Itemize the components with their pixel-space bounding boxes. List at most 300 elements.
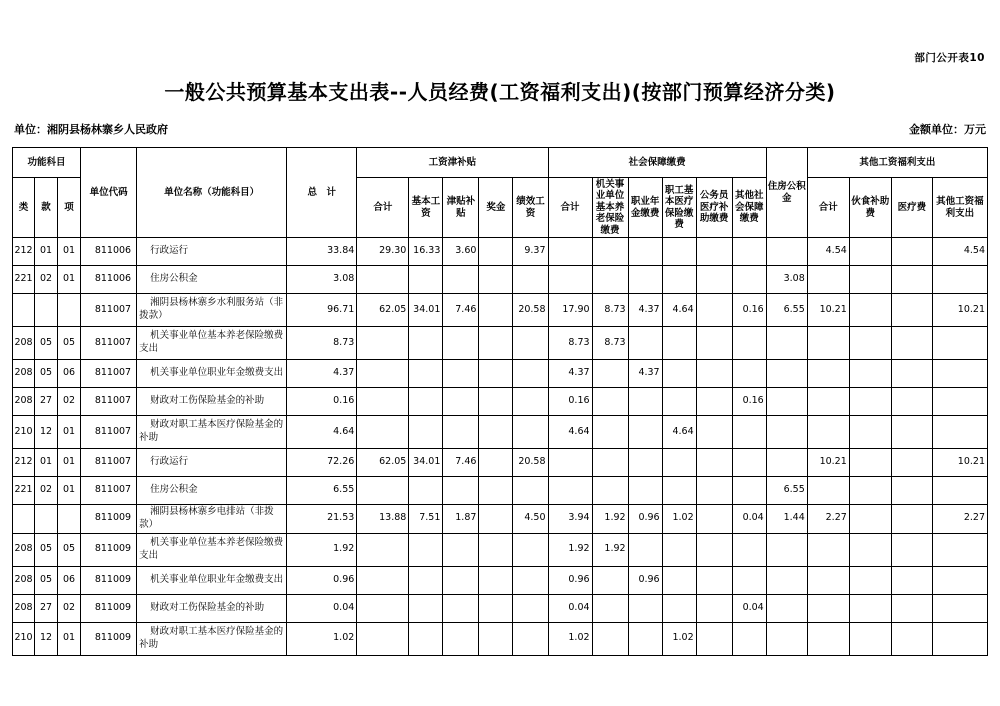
table-row bbox=[13, 505, 988, 534]
unit-code-cell: 811007 bbox=[81, 388, 137, 416]
value-cell: 27 bbox=[35, 388, 58, 416]
col-header-other-group: 其他工资福利支出 bbox=[807, 148, 987, 178]
value-cell bbox=[696, 505, 732, 534]
col-header-civil-medical-aid: 公务员医疗补助缴费 bbox=[696, 178, 732, 238]
value-cell: 0.16 bbox=[287, 388, 357, 416]
value-cell bbox=[548, 477, 592, 505]
value-cell bbox=[662, 449, 696, 477]
value-cell bbox=[479, 238, 513, 266]
value-cell bbox=[479, 388, 513, 416]
value-cell: 34.01 bbox=[409, 294, 443, 327]
value-cell bbox=[513, 533, 548, 566]
value-cell bbox=[732, 238, 766, 266]
value-cell: 20.58 bbox=[513, 294, 548, 327]
col-header-allowance: 津贴补贴 bbox=[443, 178, 479, 238]
value-cell bbox=[443, 327, 479, 360]
value-cell bbox=[807, 594, 849, 622]
value-cell bbox=[891, 533, 932, 566]
value-cell bbox=[891, 505, 932, 534]
value-cell bbox=[766, 533, 807, 566]
value-cell bbox=[932, 622, 987, 655]
col-header-social-group: 社会保障缴费 bbox=[548, 148, 766, 178]
value-cell bbox=[409, 622, 443, 655]
value-cell bbox=[479, 477, 513, 505]
page-title: 一般公共预算基本支出表--人员经费(工资福利支出)(按部门预算经济分类) bbox=[164, 80, 836, 104]
value-cell: 212 bbox=[13, 449, 35, 477]
value-cell bbox=[479, 505, 513, 534]
value-cell: 05 bbox=[35, 533, 58, 566]
value-cell bbox=[592, 477, 628, 505]
value-cell bbox=[932, 266, 987, 294]
value-cell bbox=[513, 266, 548, 294]
value-cell bbox=[13, 505, 35, 534]
value-cell bbox=[592, 360, 628, 388]
value-cell: 3.94 bbox=[548, 505, 592, 534]
value-cell bbox=[932, 388, 987, 416]
value-cell bbox=[696, 360, 732, 388]
col-header-total: 总 计 bbox=[287, 148, 357, 238]
col-header-basic-wage: 基本工资 bbox=[409, 178, 443, 238]
value-cell bbox=[409, 327, 443, 360]
value-cell bbox=[766, 416, 807, 449]
value-cell bbox=[479, 327, 513, 360]
value-cell: 210 bbox=[13, 416, 35, 449]
table-row bbox=[13, 416, 988, 449]
value-cell: 01 bbox=[58, 266, 81, 294]
value-cell bbox=[891, 622, 932, 655]
value-cell bbox=[662, 477, 696, 505]
value-cell bbox=[662, 327, 696, 360]
value-cell bbox=[592, 266, 628, 294]
value-cell bbox=[409, 533, 443, 566]
value-cell bbox=[592, 566, 628, 594]
value-cell: 221 bbox=[13, 266, 35, 294]
value-cell bbox=[696, 477, 732, 505]
value-cell bbox=[628, 327, 662, 360]
value-cell: 05 bbox=[58, 327, 81, 360]
unit-code-cell: 811007 bbox=[81, 294, 137, 327]
value-cell: 27 bbox=[35, 594, 58, 622]
value-cell bbox=[628, 388, 662, 416]
value-cell: 0.04 bbox=[732, 505, 766, 534]
value-cell: 0.04 bbox=[287, 594, 357, 622]
value-cell: 2.27 bbox=[932, 505, 987, 534]
value-cell: 05 bbox=[35, 327, 58, 360]
value-cell bbox=[732, 566, 766, 594]
value-cell bbox=[513, 566, 548, 594]
table-row bbox=[13, 622, 988, 655]
value-cell bbox=[849, 477, 891, 505]
value-cell bbox=[357, 594, 409, 622]
value-cell bbox=[891, 566, 932, 594]
value-cell: 4.37 bbox=[628, 360, 662, 388]
unit-name-cell: 住房公积金 bbox=[137, 477, 287, 505]
value-cell bbox=[479, 449, 513, 477]
value-cell: 221 bbox=[13, 477, 35, 505]
value-cell bbox=[662, 266, 696, 294]
value-cell: 01 bbox=[58, 622, 81, 655]
meta-row bbox=[14, 121, 986, 137]
value-cell bbox=[479, 533, 513, 566]
value-cell: 34.01 bbox=[409, 449, 443, 477]
table-header bbox=[13, 148, 988, 238]
value-cell: 0.96 bbox=[548, 566, 592, 594]
col-header-social-subtotal: 合计 bbox=[548, 178, 592, 238]
value-cell: 3.60 bbox=[443, 238, 479, 266]
unit-name-cell: 财政对工伤保险基金的补助 bbox=[137, 388, 287, 416]
value-cell bbox=[443, 416, 479, 449]
unit-code-cell: 811006 bbox=[81, 266, 137, 294]
value-cell bbox=[443, 566, 479, 594]
unit-name-cell: 机关事业单位基本养老保险缴费支出 bbox=[137, 327, 287, 360]
value-cell: 2.27 bbox=[807, 505, 849, 534]
table-row bbox=[13, 566, 988, 594]
value-cell bbox=[891, 449, 932, 477]
unit-name-cell: 住房公积金 bbox=[137, 266, 287, 294]
value-cell bbox=[548, 238, 592, 266]
value-cell: 7.51 bbox=[409, 505, 443, 534]
col-header-medical-fee: 医疗费 bbox=[891, 178, 932, 238]
col-header-func-subject: 功能科目 bbox=[13, 148, 81, 178]
value-cell: 1.92 bbox=[287, 533, 357, 566]
value-cell bbox=[807, 266, 849, 294]
value-cell bbox=[357, 622, 409, 655]
unit-name-cell: 行政运行 bbox=[137, 238, 287, 266]
value-cell: 1.02 bbox=[287, 622, 357, 655]
value-cell bbox=[409, 566, 443, 594]
value-cell bbox=[443, 360, 479, 388]
value-cell: 02 bbox=[35, 266, 58, 294]
value-cell bbox=[357, 266, 409, 294]
budget-table bbox=[12, 147, 988, 656]
value-cell: 4.64 bbox=[287, 416, 357, 449]
value-cell bbox=[696, 566, 732, 594]
value-cell bbox=[592, 622, 628, 655]
unit-code-cell: 811007 bbox=[81, 327, 137, 360]
value-cell bbox=[479, 566, 513, 594]
value-cell: 0.96 bbox=[287, 566, 357, 594]
value-cell bbox=[409, 266, 443, 294]
unit-code-cell: 811006 bbox=[81, 238, 137, 266]
value-cell bbox=[807, 566, 849, 594]
value-cell: 210 bbox=[13, 622, 35, 655]
unit-name-cell: 财政对职工基本医疗保险基金的补助 bbox=[137, 416, 287, 449]
value-cell: 21.53 bbox=[287, 505, 357, 534]
table-row bbox=[13, 294, 988, 327]
value-cell: 05 bbox=[58, 533, 81, 566]
unit-code-cell: 811007 bbox=[81, 449, 137, 477]
col-header-section: 款 bbox=[35, 178, 58, 238]
table-row bbox=[13, 266, 988, 294]
unit-name-cell: 财政对职工基本医疗保险基金的补助 bbox=[137, 622, 287, 655]
value-cell bbox=[58, 505, 81, 534]
value-cell: 96.71 bbox=[287, 294, 357, 327]
unit-code-cell: 811009 bbox=[81, 505, 137, 534]
value-cell bbox=[766, 622, 807, 655]
value-cell: 0.04 bbox=[732, 594, 766, 622]
value-cell: 9.37 bbox=[513, 238, 548, 266]
value-cell bbox=[548, 266, 592, 294]
value-cell: 4.50 bbox=[513, 505, 548, 534]
value-cell: 208 bbox=[13, 327, 35, 360]
value-cell: 02 bbox=[35, 477, 58, 505]
value-cell: 29.30 bbox=[357, 238, 409, 266]
value-cell bbox=[628, 622, 662, 655]
col-header-other-subtotal: 合计 bbox=[807, 178, 849, 238]
col-header-food-subsidy: 伙食补助费 bbox=[849, 178, 891, 238]
value-cell bbox=[696, 238, 732, 266]
value-cell: 4.64 bbox=[662, 294, 696, 327]
value-cell: 01 bbox=[58, 416, 81, 449]
value-cell bbox=[732, 477, 766, 505]
table-wrap bbox=[12, 147, 988, 656]
value-cell bbox=[849, 416, 891, 449]
value-cell: 0.96 bbox=[628, 566, 662, 594]
value-cell bbox=[732, 449, 766, 477]
value-cell: 20.58 bbox=[513, 449, 548, 477]
table-row bbox=[13, 533, 988, 566]
value-cell: 10.21 bbox=[807, 294, 849, 327]
unit-name-cell: 机关事业单位基本养老保险缴费支出 bbox=[137, 533, 287, 566]
value-cell bbox=[807, 416, 849, 449]
value-cell: 02 bbox=[58, 388, 81, 416]
value-cell: 33.84 bbox=[287, 238, 357, 266]
value-cell bbox=[357, 416, 409, 449]
col-header-unit-name: 单位名称（功能科目） bbox=[137, 148, 287, 238]
value-cell bbox=[443, 533, 479, 566]
value-cell bbox=[696, 294, 732, 327]
value-cell: 02 bbox=[58, 594, 81, 622]
col-header-performance-wage: 绩效工资 bbox=[513, 178, 548, 238]
unit-name-cell: 湘阴县杨林寨乡水利服务站（非拨款） bbox=[137, 294, 287, 327]
value-cell bbox=[932, 360, 987, 388]
col-header-wage-subtotal: 合计 bbox=[357, 178, 409, 238]
value-cell bbox=[548, 449, 592, 477]
unit-code-cell: 811007 bbox=[81, 360, 137, 388]
col-header-housing-fund: 住房公积金 bbox=[766, 148, 807, 238]
value-cell: 1.92 bbox=[548, 533, 592, 566]
value-cell: 1.44 bbox=[766, 505, 807, 534]
unit-code-cell: 811009 bbox=[81, 622, 137, 655]
value-cell bbox=[766, 327, 807, 360]
value-cell bbox=[732, 360, 766, 388]
value-cell: 1.92 bbox=[592, 533, 628, 566]
col-header-pension: 机关事业单位基本养老保险缴费 bbox=[592, 178, 628, 238]
value-cell: 01 bbox=[58, 449, 81, 477]
value-cell bbox=[513, 622, 548, 655]
value-cell bbox=[628, 477, 662, 505]
value-cell: 0.16 bbox=[732, 294, 766, 327]
value-cell bbox=[732, 416, 766, 449]
value-cell: 208 bbox=[13, 360, 35, 388]
value-cell bbox=[732, 327, 766, 360]
value-cell bbox=[807, 360, 849, 388]
table-row bbox=[13, 477, 988, 505]
value-cell: 8.73 bbox=[287, 327, 357, 360]
value-cell bbox=[628, 416, 662, 449]
unit-code-cell: 811009 bbox=[81, 566, 137, 594]
value-cell: 10.21 bbox=[807, 449, 849, 477]
table-row bbox=[13, 238, 988, 266]
value-cell: 01 bbox=[35, 238, 58, 266]
col-header-other-welfare: 其他工资福利支出 bbox=[932, 178, 987, 238]
value-cell bbox=[849, 388, 891, 416]
value-cell bbox=[357, 388, 409, 416]
value-cell bbox=[35, 294, 58, 327]
value-cell bbox=[732, 533, 766, 566]
value-cell bbox=[513, 388, 548, 416]
value-cell bbox=[409, 477, 443, 505]
value-cell: 0.96 bbox=[628, 505, 662, 534]
value-cell bbox=[592, 238, 628, 266]
value-cell: 7.46 bbox=[443, 294, 479, 327]
value-cell: 17.90 bbox=[548, 294, 592, 327]
value-cell: 4.54 bbox=[932, 238, 987, 266]
value-cell bbox=[766, 360, 807, 388]
value-cell bbox=[891, 388, 932, 416]
value-cell: 01 bbox=[35, 449, 58, 477]
unit-name-cell: 机关事业单位职业年金缴费支出 bbox=[137, 566, 287, 594]
value-cell: 208 bbox=[13, 388, 35, 416]
value-cell bbox=[513, 477, 548, 505]
value-cell bbox=[662, 360, 696, 388]
value-cell bbox=[696, 533, 732, 566]
value-cell bbox=[849, 449, 891, 477]
value-cell bbox=[628, 266, 662, 294]
value-cell bbox=[443, 594, 479, 622]
value-cell bbox=[696, 266, 732, 294]
value-cell bbox=[807, 388, 849, 416]
value-cell: 0.16 bbox=[548, 388, 592, 416]
value-cell bbox=[891, 294, 932, 327]
table-body bbox=[13, 238, 988, 656]
unit-name-cell: 机关事业单位职业年金缴费支出 bbox=[137, 360, 287, 388]
amount-unit-label: 金额单位：万元 bbox=[909, 123, 986, 136]
value-cell: 05 bbox=[35, 566, 58, 594]
value-cell bbox=[849, 594, 891, 622]
value-cell bbox=[513, 594, 548, 622]
value-cell bbox=[696, 594, 732, 622]
value-cell bbox=[932, 477, 987, 505]
value-cell: 212 bbox=[13, 238, 35, 266]
value-cell bbox=[891, 238, 932, 266]
value-cell bbox=[766, 388, 807, 416]
value-cell bbox=[891, 594, 932, 622]
value-cell bbox=[662, 533, 696, 566]
unit-code-cell: 811009 bbox=[81, 533, 137, 566]
value-cell: 208 bbox=[13, 566, 35, 594]
value-cell: 05 bbox=[35, 360, 58, 388]
value-cell bbox=[479, 622, 513, 655]
table-row bbox=[13, 327, 988, 360]
value-cell bbox=[58, 294, 81, 327]
value-cell: 12 bbox=[35, 416, 58, 449]
unit-name-cell: 财政对工伤保险基金的补助 bbox=[137, 594, 287, 622]
col-header-wage-group: 工资津补贴 bbox=[357, 148, 548, 178]
value-cell: 1.87 bbox=[443, 505, 479, 534]
value-cell bbox=[35, 505, 58, 534]
value-cell: 3.08 bbox=[287, 266, 357, 294]
value-cell bbox=[592, 449, 628, 477]
value-cell bbox=[696, 622, 732, 655]
value-cell bbox=[732, 266, 766, 294]
value-cell bbox=[357, 533, 409, 566]
col-header-bonus: 奖金 bbox=[479, 178, 513, 238]
value-cell bbox=[766, 566, 807, 594]
value-cell bbox=[891, 327, 932, 360]
value-cell: 1.02 bbox=[662, 622, 696, 655]
value-cell bbox=[513, 360, 548, 388]
value-cell bbox=[628, 238, 662, 266]
value-cell bbox=[696, 449, 732, 477]
value-cell bbox=[891, 360, 932, 388]
value-cell: 4.54 bbox=[807, 238, 849, 266]
value-cell bbox=[662, 594, 696, 622]
value-cell bbox=[13, 294, 35, 327]
unit-code-cell: 811007 bbox=[81, 416, 137, 449]
value-cell bbox=[696, 416, 732, 449]
value-cell: 06 bbox=[58, 566, 81, 594]
value-cell bbox=[807, 533, 849, 566]
value-cell: 1.02 bbox=[662, 505, 696, 534]
value-cell: 3.08 bbox=[766, 266, 807, 294]
value-cell: 6.55 bbox=[766, 477, 807, 505]
value-cell: 1.02 bbox=[548, 622, 592, 655]
value-cell bbox=[479, 360, 513, 388]
value-cell bbox=[662, 388, 696, 416]
value-cell: 10.21 bbox=[932, 294, 987, 327]
value-cell: 01 bbox=[58, 238, 81, 266]
value-cell bbox=[409, 594, 443, 622]
value-cell: 12 bbox=[35, 622, 58, 655]
value-cell bbox=[628, 449, 662, 477]
value-cell bbox=[932, 416, 987, 449]
unit-name-cell: 湘阴县杨林寨乡电排站（非拨款） bbox=[137, 505, 287, 534]
value-cell: 0.04 bbox=[548, 594, 592, 622]
value-cell: 01 bbox=[58, 477, 81, 505]
value-cell bbox=[807, 327, 849, 360]
value-cell bbox=[592, 388, 628, 416]
value-cell bbox=[357, 327, 409, 360]
value-cell bbox=[409, 388, 443, 416]
value-cell bbox=[696, 327, 732, 360]
value-cell: 6.55 bbox=[766, 294, 807, 327]
value-cell bbox=[513, 327, 548, 360]
value-cell bbox=[479, 294, 513, 327]
value-cell: 6.55 bbox=[287, 477, 357, 505]
value-cell bbox=[357, 566, 409, 594]
value-cell bbox=[891, 266, 932, 294]
value-cell bbox=[662, 238, 696, 266]
value-cell bbox=[592, 594, 628, 622]
value-cell bbox=[766, 594, 807, 622]
unit-label: 单位：湘阴县杨林寨乡人民政府 bbox=[14, 123, 168, 136]
value-cell bbox=[807, 477, 849, 505]
col-header-annuity: 职业年金缴费 bbox=[628, 178, 662, 238]
value-cell: 1.92 bbox=[592, 505, 628, 534]
value-cell bbox=[932, 533, 987, 566]
value-cell: 06 bbox=[58, 360, 81, 388]
value-cell bbox=[357, 360, 409, 388]
unit-code-cell: 811007 bbox=[81, 477, 137, 505]
value-cell bbox=[891, 416, 932, 449]
value-cell bbox=[443, 477, 479, 505]
value-cell: 13.88 bbox=[357, 505, 409, 534]
value-cell: 8.73 bbox=[548, 327, 592, 360]
col-header-class: 类 bbox=[13, 178, 35, 238]
value-cell bbox=[849, 622, 891, 655]
value-cell: 208 bbox=[13, 594, 35, 622]
